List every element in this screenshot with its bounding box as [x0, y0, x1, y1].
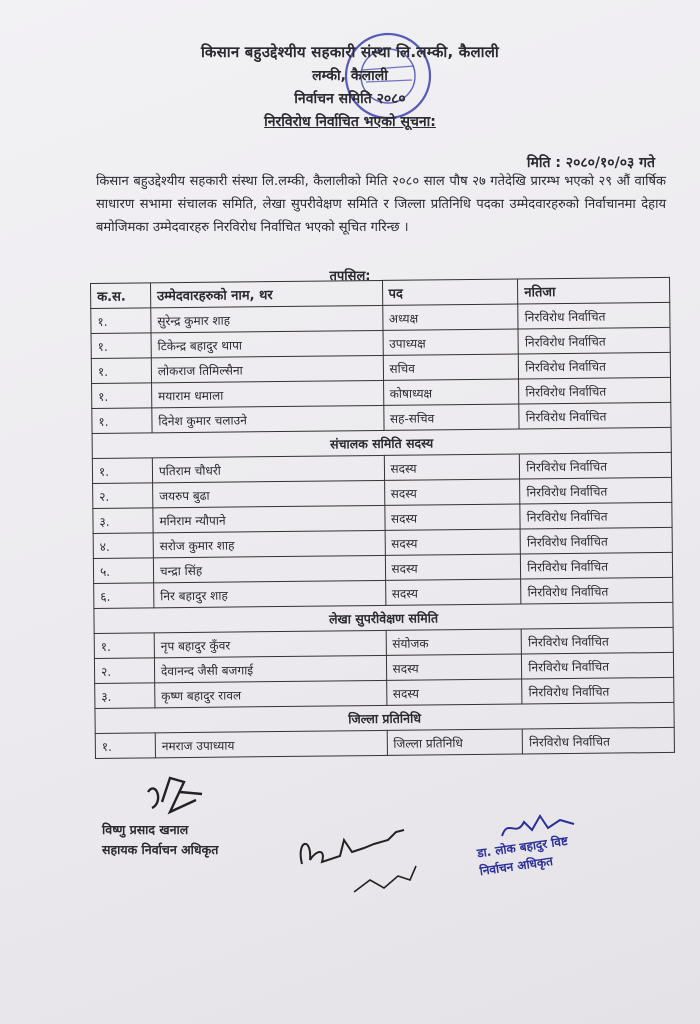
notice-title: निरविरोध निर्वाचित भएको सूचना: [264, 114, 436, 130]
cell-result: निरविरोध निर्वाचित [522, 652, 674, 679]
signature-scribble-center [292, 800, 442, 910]
cell-post: सदस्य [384, 454, 520, 480]
signatory-left-name: विष्णु प्रसाद खनाल [102, 822, 189, 837]
cell-serial: १. [95, 733, 155, 759]
cell-serial: ६. [94, 583, 154, 609]
section-title: लेखा सुपरीवेक्षण समिति [94, 602, 673, 633]
section-title: संचालक समिति सदस्य [92, 427, 671, 458]
col-header-post: पद [382, 279, 518, 305]
cell-post: सदस्य [385, 529, 521, 555]
cell-serial: १. [91, 333, 151, 359]
cell-result: निरविरोध निर्वाचित [521, 627, 673, 654]
cell-serial: १. [92, 458, 152, 484]
cell-candidate-name: मनिराम न्यौपाने [153, 505, 385, 532]
signature-scribble-left [140, 772, 220, 824]
organization-name: किसान बहुउद्देश्यीय सहकारी संस्था लि.लम्की, कैलाली [200, 43, 500, 61]
signatory-right-title: निर्वाचन अधिकृत [478, 854, 554, 879]
cell-result: निरविरोध निर्वाचित [521, 552, 673, 579]
cell-post: सचिव [383, 354, 519, 380]
candidates-table [90, 277, 675, 759]
cell-post: सह-सचिव [383, 404, 519, 430]
notice-body: किसान बहुउद्देश्यीय सहकारी संस्था लि.लम्की, कैलालीको मिति २०८० साल पौष २७ गतेदेखि प्रारम्भ भएको २९ औं वार्षिक साधारण सभामा संचालक समिति, लेखा सुपरीवेक्षण समिति र जिल्ला प्रतिनिधि पदका उम्मेदवारहरुको निर्वाचानमा देहाय बमोजिमका उम्मेदवारहरु निरविरोध निर्वाचित भएको सूचित गरिन्छ । [96, 174, 666, 235]
table-body [91, 302, 675, 758]
cell-result: निरविरोध निर्वाचित [518, 327, 670, 354]
cell-post: सदस्य [384, 504, 520, 530]
col-header-result: नतिजा [518, 277, 670, 304]
signatory-left-title: सहायक निर्वाचन अधिकृत [102, 842, 219, 857]
cell-post: सदस्य [385, 554, 521, 580]
table-row [95, 727, 674, 758]
organization-location: लम्की, कैलाली [312, 68, 388, 84]
cell-candidate-name: मयाराम धमाला [151, 380, 383, 407]
cell-result: निरविरोध निर्वाचित [520, 452, 672, 479]
cell-candidate-name: कृष्ण बहादुर रावल [155, 680, 387, 707]
cell-candidate-name: जयरुप बुढा [153, 480, 385, 507]
cell-serial: ३. [93, 508, 153, 534]
cell-result: निरविरोध निर्वाचित [521, 577, 673, 604]
cell-candidate-name: देवानन्द जैसी बजगाई [154, 655, 386, 682]
cell-post: जिल्ला प्रतिनिधि [387, 729, 523, 755]
document-header [0, 42, 700, 131]
cell-post: सदस्य [386, 654, 522, 680]
cell-candidate-name: नमराज उपाध्याय [155, 730, 387, 757]
cell-serial: २. [93, 483, 153, 509]
cell-serial: १. [94, 633, 154, 659]
cell-candidate-name: चन्द्रा सिंह [153, 555, 385, 582]
cell-post: अध्यक्ष [382, 304, 518, 330]
cell-post: सदस्य [384, 479, 520, 505]
cell-candidate-name: टिकेन्द्र बहादुर थापा [151, 330, 383, 357]
col-header-serial: क.स. [91, 283, 151, 309]
cell-post: सदस्य [385, 579, 521, 605]
cell-serial: १. [91, 308, 151, 334]
cell-serial: २. [94, 658, 154, 684]
col-header-name: उम्मेदवारहरुको नाम, थर [150, 280, 382, 307]
cell-candidate-name: निर बहादुर शाह [154, 580, 386, 607]
cell-result: निरविरोध निर्वाचित [519, 402, 671, 429]
cell-post: उपाध्यक्ष [383, 329, 519, 355]
section-title: जिल्ला प्रतिनिधि [95, 702, 674, 733]
committee-name: निर्वाचन समिति २०८० [294, 91, 406, 107]
signatory-right-name: डा. लोक बहादुर विष्ट [476, 833, 569, 861]
signatory-left [102, 820, 218, 860]
cell-candidate-name: सुरेन्द्र कुमार शाह [151, 305, 383, 332]
cell-candidate-name: नृप बहादुर कुँवर [154, 630, 386, 657]
notice-date: मिति : २०८०/१०/०३ गते [526, 155, 655, 171]
signatory-right [476, 832, 572, 880]
cell-post: कोषाध्यक्ष [383, 379, 519, 405]
cell-serial: १. [92, 383, 152, 409]
cell-post: संयोजक [386, 629, 522, 655]
cell-result: निरविरोध निर्वाचित [522, 677, 674, 704]
cell-serial: ३. [95, 683, 155, 709]
details-label: तपसिल: [329, 269, 371, 284]
cell-result: निरविरोध निर्वाचित [519, 352, 671, 379]
cell-result: निरविरोध निर्वाचित [520, 502, 672, 529]
cell-candidate-name: पतिराम चौधरी [152, 455, 384, 482]
cell-candidate-name: लोकराज तिमिल्सैना [151, 355, 383, 382]
cell-result: निरविरोध निर्वाचित [522, 727, 674, 754]
cell-candidate-name: सरोज कुमार शाह [153, 530, 385, 557]
cell-result: निरविरोध निर्वाचित [518, 302, 670, 329]
cell-serial: ४. [93, 533, 153, 559]
cell-post: सदस्य [386, 679, 522, 705]
cell-result: निरविरोध निर्वाचित [520, 477, 672, 504]
cell-serial: ५. [93, 558, 153, 584]
cell-serial: १. [91, 358, 151, 384]
cell-candidate-name: दिनेश कुमार चलाउने [152, 405, 384, 432]
cell-serial: १. [92, 408, 152, 434]
cell-result: निरविरोध निर्वाचित [519, 377, 671, 404]
cell-result: निरविरोध निर्वाचित [520, 527, 672, 554]
